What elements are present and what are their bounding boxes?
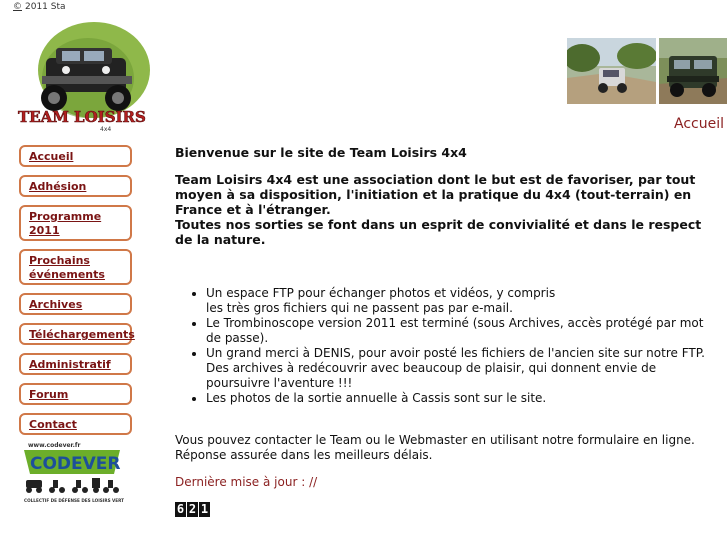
team-loisirs-logo[interactable] bbox=[16, 18, 156, 136]
counter-digit: 6 bbox=[176, 502, 185, 516]
copyright-symbol[interactable]: © bbox=[13, 2, 22, 12]
nav-adhesion[interactable]: Adhésion bbox=[19, 175, 132, 197]
main-content bbox=[175, 145, 720, 517]
main-nav bbox=[19, 145, 135, 443]
contact-line: Vous pouvez contacter le Team ou le Webmaster en utilisant notre formulaire en ligne. bbox=[175, 433, 695, 447]
codever-vehicles-icon bbox=[26, 478, 119, 493]
list-item-line: Un grand merci à DENIS, pour avoir posté les fichiers de l'ancien site sur notre FTP. bbox=[206, 346, 705, 360]
visit-counter bbox=[175, 502, 720, 517]
news-list bbox=[206, 286, 720, 406]
list-item bbox=[206, 391, 720, 406]
counter-digit: 1 bbox=[200, 502, 209, 516]
codever-name: CODEVER bbox=[30, 454, 121, 474]
welcome-heading: Bienvenue sur le site de Team Loisirs 4x4 bbox=[175, 145, 467, 160]
list-item-line: Des archives à redécouvrir avec beaucoup de plaisir, qui donnent envie de poursuivre l'aventure !!! bbox=[206, 361, 657, 390]
intro-paragraph: Team Loisirs 4x4 est une association dont le but est de favoriser, par tout moyen à sa disposition, l'initiation et la pratique du 4x4 (tout-terrain) en France et à l'étranger. bbox=[175, 172, 696, 217]
nav-administratif[interactable]: Administratif bbox=[19, 353, 132, 375]
nav-prochains-evenements[interactable]: Prochains événements bbox=[19, 249, 132, 285]
banner-photo-2 bbox=[659, 38, 727, 104]
list-item bbox=[206, 316, 720, 346]
contact-paragraph bbox=[175, 433, 720, 463]
nav-contact[interactable]: Contact bbox=[19, 413, 132, 435]
codever-logo[interactable] bbox=[20, 438, 124, 508]
logo-image bbox=[16, 18, 156, 136]
page-heading: Accueil bbox=[674, 116, 724, 132]
list-item bbox=[206, 346, 720, 391]
nav-accueil[interactable]: Accueil bbox=[19, 145, 132, 167]
nav-forum[interactable]: Forum bbox=[19, 383, 132, 405]
list-item-line: Les photos de la sortie annuelle à Cassis sont sur le site. bbox=[206, 391, 547, 405]
logo-subtext: 4x4 bbox=[100, 126, 112, 133]
intro-paragraph-2: Toutes nos sorties se font dans un esprit de convivialité et dans le respect de la nature. bbox=[175, 217, 702, 247]
nav-programme-2011[interactable]: Programme 2011 bbox=[19, 205, 132, 241]
nav-archives[interactable]: Archives bbox=[19, 293, 132, 315]
contact-line: Réponse assurée dans les meilleurs délais. bbox=[175, 448, 433, 462]
copyright-text: 2011 Sta bbox=[25, 2, 66, 12]
banner-photos bbox=[567, 38, 727, 104]
last-update: Dernière mise à jour : // bbox=[175, 475, 318, 489]
counter-digit: 2 bbox=[188, 502, 197, 516]
banner-photo-1 bbox=[567, 38, 656, 104]
codever-tagline: COLLECTIF DE DÉFENSE DES LOISIRS VERTS bbox=[24, 498, 124, 503]
codever-url: www.codever.fr bbox=[28, 442, 81, 449]
list-item bbox=[206, 286, 720, 316]
list-item-line: les très gros fichiers qui ne passent pas par e-mail. bbox=[206, 301, 513, 315]
logo-text: TEAM LOISIRS bbox=[18, 108, 146, 126]
nav-telechargements[interactable]: Téléchargements bbox=[19, 323, 132, 345]
list-item-line: Un espace FTP pour échanger photos et vidéos, y compris bbox=[206, 286, 556, 300]
copyright bbox=[13, 2, 66, 12]
list-item-line: Le Trombinoscope version 2011 est terminé (sous Archives, accès protégé par mot de passe). bbox=[206, 316, 704, 345]
